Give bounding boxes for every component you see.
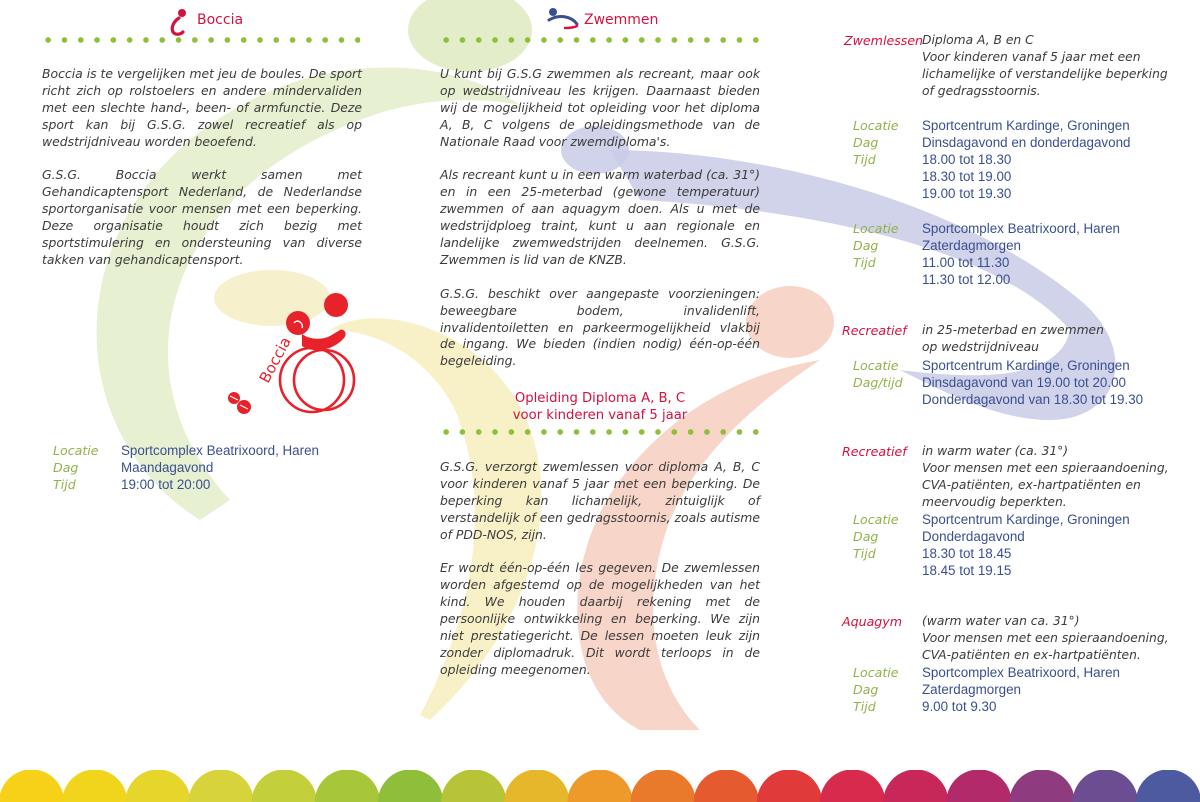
zwemmen-dot-divider bbox=[438, 37, 764, 43]
bottom-arc bbox=[757, 770, 822, 802]
aqua-dag-label: Dag bbox=[853, 682, 879, 697]
aqua-locatie-value: Sportcomplex Beatrixoord, Haren bbox=[922, 665, 1120, 680]
zwemmen-title: Zwemmen bbox=[584, 12, 659, 28]
zl1-locatie-value: Sportcentrum Kardinge, Groningen bbox=[922, 118, 1130, 133]
zwemmen-icon bbox=[545, 6, 581, 32]
rec2-tijd-1: 18.30 tot 18.45 bbox=[922, 546, 1012, 561]
zl2-tijd-label: Tijd bbox=[853, 255, 876, 270]
opleiding-title bbox=[470, 390, 730, 424]
recreatief-1-label: Recreatief bbox=[842, 323, 907, 338]
bottom-arc bbox=[694, 770, 759, 802]
recreatief-1-desc-1: in 25-meterbad en zwemmen bbox=[922, 323, 1104, 337]
zwemmen-paragraph-2: Als recreant kunt u in een warm waterbad (ca. 31°) en in een 25-meterbad (gewone temperatuur) zwemmen of aan aquagym doen. Als u met de wedstrijdploeg traint, kunt u aan regionale en landelijke zwemwedstrijden deelnemen. G.S.G. Zwemmen is lid van de KNZB. bbox=[440, 167, 760, 267]
zl1-locatie-label: Locatie bbox=[853, 118, 899, 133]
zwemlessen-desc-2: Voor kinderen vanaf 5 jaar met een bbox=[922, 50, 1141, 64]
zwemlessen-desc-1: Diploma A, B en C bbox=[922, 33, 1034, 47]
boccia-title: Boccia bbox=[197, 12, 244, 28]
bottom-arc bbox=[441, 770, 506, 802]
aqua-tijd-value: 9.00 tot 9.30 bbox=[922, 699, 997, 714]
recreatief-2-label: Recreatief bbox=[842, 444, 907, 459]
boccia-paragraph-2: G.S.G. Boccia werkt samen met Gehandicaptensport Nederland, de Nederlandse sportorganisatie voor mensen met een beperking. Deze organisatie houdt zich bezig met sportstimulering en ondersteuning van diverse takken van gehandicaptensport. bbox=[42, 167, 362, 267]
zl2-locatie-value: Sportcomplex Beatrixoord, Haren bbox=[922, 221, 1120, 236]
boccia-tijd-label: Tijd bbox=[53, 477, 76, 492]
boccia-logo-text: Boccia bbox=[255, 333, 295, 386]
rec1-dagtijd-label: Dag/tijd bbox=[853, 375, 903, 390]
zwemlessen-label: Zwemlessen bbox=[844, 33, 924, 48]
zl2-dag-label: Dag bbox=[853, 238, 879, 253]
zl1-tijd-2: 18.30 tot 19.00 bbox=[922, 169, 1012, 184]
zl1-tijd-3: 19.00 tot 19.30 bbox=[922, 186, 1012, 201]
bottom-arc bbox=[631, 770, 696, 802]
zl2-locatie-label: Locatie bbox=[853, 221, 899, 236]
opleiding-title-line-1: Opleiding Diploma A, B, C bbox=[514, 391, 686, 406]
aquagym-desc-2: Voor mensen met een spieraandoening, bbox=[922, 631, 1169, 645]
zwemmen-text bbox=[440, 66, 760, 387]
bottom-arc bbox=[0, 770, 64, 802]
green-blob bbox=[408, 0, 532, 72]
rec2-locatie-value: Sportcentrum Kardinge, Groningen bbox=[922, 512, 1130, 527]
bottom-rainbow-arcs bbox=[0, 770, 1200, 802]
recreatief-2-desc-3: CVA-patiënten, ex-hartpatiënten en bbox=[922, 478, 1141, 492]
bottom-arc bbox=[315, 770, 380, 802]
recreatief-1-desc-2: op wedstrijdniveau bbox=[922, 340, 1039, 354]
boccia-text bbox=[42, 66, 362, 286]
bottom-arc bbox=[1010, 770, 1075, 802]
bottom-arc bbox=[504, 770, 569, 802]
bottom-arc bbox=[883, 770, 948, 802]
boccia-tijd-value: 19:00 tot 20:00 bbox=[121, 477, 211, 492]
zwemlessen-desc-3: lichamelijke of verstandelijke beperking bbox=[922, 67, 1168, 81]
boccia-dag-value: Maandagavond bbox=[121, 460, 214, 475]
opleiding-title-line-2: voor kinderen vanaf 5 jaar bbox=[512, 408, 688, 423]
rec1-dagtijd-1: Dinsdagavond van 19.00 tot 20.00 bbox=[922, 375, 1126, 390]
rec2-tijd-2: 18.45 tot 19.15 bbox=[922, 563, 1012, 578]
bottom-arc bbox=[567, 770, 632, 802]
aqua-dag-value: Zaterdagmorgen bbox=[922, 682, 1021, 697]
aqua-tijd-label: Tijd bbox=[853, 699, 876, 714]
bottom-arc bbox=[62, 770, 127, 802]
aquagym-label: Aquagym bbox=[842, 614, 903, 629]
aquagym-desc-3: CVA-patiënten en ex-hartpatiënten. bbox=[922, 648, 1141, 662]
zl2-tijd-2: 11.30 tot 12.00 bbox=[922, 272, 1011, 287]
rec1-locatie-label: Locatie bbox=[853, 358, 899, 373]
bottom-arc bbox=[188, 770, 253, 802]
boccia-locatie-value: Sportcomplex Beatrixoord, Haren bbox=[121, 443, 319, 458]
opleiding-dot-divider bbox=[438, 429, 764, 435]
rec2-locatie-label: Locatie bbox=[853, 512, 899, 527]
bottom-arc bbox=[820, 770, 885, 802]
zwemmen-paragraph-3: G.S.G. beschikt over aangepaste voorzieningen: beweegbare bodem, invalidenlift, invalidentoiletten en parkeermogelijkheid vlakbij de ingang. We bieden (indien nodig) één-op-één begeleiding. bbox=[440, 285, 760, 369]
recreatief-2-desc-4: meervoudig beperkten. bbox=[922, 495, 1067, 509]
boccia-icon bbox=[167, 8, 189, 36]
boccia-dag-label: Dag bbox=[53, 460, 79, 475]
zwemlessen-desc-4: of gedragsstoornis. bbox=[922, 84, 1041, 98]
opleiding-paragraph-1: G.S.G. verzorgt zwemlessen voor diploma A, B, C voor kinderen vanaf 5 jaar met een beperking. De beperking kan lichamelijk, zintuiglijk of verstandelijk of een gedragsstoornis, zoals autisme of PDD-NOS, zijn. bbox=[440, 459, 760, 542]
bottom-arc bbox=[125, 770, 190, 802]
recreatief-2-desc-1: in warm water (ca. 31°) bbox=[922, 444, 1069, 458]
boccia-logo bbox=[218, 288, 358, 420]
boccia-locatie-label: Locatie bbox=[53, 443, 99, 458]
bottom-arc bbox=[1136, 770, 1200, 802]
rec1-dagtijd-2: Donderdagavond van 18.30 tot 19.30 bbox=[922, 392, 1144, 407]
aquagym-desc-1: (warm water van ca. 31°) bbox=[922, 614, 1080, 628]
recreatief-2-desc-2: Voor mensen met een spieraandoening, bbox=[922, 461, 1169, 475]
zl2-tijd-1: 11.00 tot 11.30 bbox=[922, 255, 1010, 270]
opleiding-text bbox=[440, 459, 760, 696]
boccia-paragraph-1: Boccia is te vergelijken met jeu de boules. De sport richt zich op rolstoelers en andere mindervaliden met een slechte hand-, been- of armfunctie. Deze sport kan bij G.S.G. zowel recreatief als op wedstrijdniveau worden beoefend. bbox=[42, 66, 362, 149]
rec2-tijd-label: Tijd bbox=[853, 546, 876, 561]
aqua-locatie-label: Locatie bbox=[853, 665, 899, 680]
bottom-arc bbox=[946, 770, 1011, 802]
zl1-tijd-label: Tijd bbox=[853, 152, 876, 167]
rec2-dag-label: Dag bbox=[853, 529, 879, 544]
opleiding-paragraph-2: Er wordt één-op-één les gegeven. De zwemlessen worden afgestemd op de mogelijkheden van het kind. We houden daarbij rekening met de persoonlijke ontwikkeling en beperking. We zijn niet prestatiegericht. De lessen moeten leuk zijn zonder diplomadruk. Dit wordt terloops in de opleiding meegenomen. bbox=[440, 560, 760, 677]
bottom-arc bbox=[1073, 770, 1138, 802]
zl1-tijd-1: 18.00 tot 18.30 bbox=[922, 152, 1012, 167]
boccia-dot-divider bbox=[40, 37, 360, 43]
bottom-arc bbox=[378, 770, 443, 802]
zl2-dag-value: Zaterdagmorgen bbox=[922, 238, 1021, 253]
rec2-dag-value: Donderdagavond bbox=[922, 529, 1025, 544]
zl1-dag-label: Dag bbox=[853, 135, 879, 150]
zwemmen-paragraph-1: U kunt bij G.S.G zwemmen als recreant, maar ook op wedstrijdniveau les krijgen. Daarnaast bieden wij de mogelijkheid tot opleiding voor het diploma A, B, C volgens de opleidingsmethode van de Nationale Raad voor zwemdiploma's. bbox=[440, 66, 760, 149]
bottom-arc bbox=[252, 770, 317, 802]
rec1-locatie-value: Sportcentrum Kardinge, Groningen bbox=[922, 358, 1130, 373]
zl1-dag-value: Dinsdagavond en donderdagavond bbox=[922, 135, 1131, 150]
